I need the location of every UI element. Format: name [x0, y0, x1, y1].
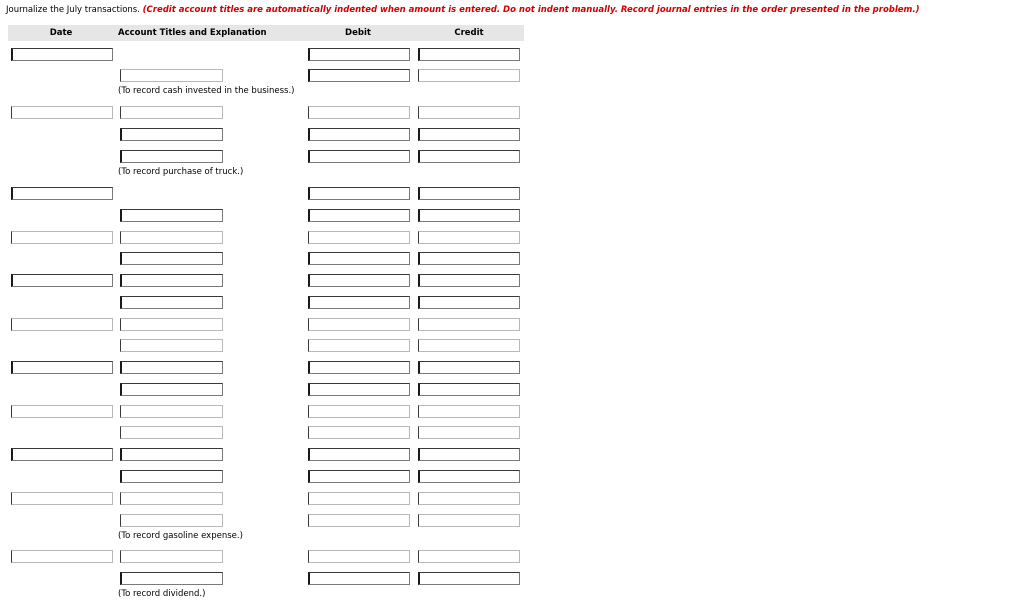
- account-title-input[interactable]: [120, 448, 223, 461]
- explanation-text: (To record purchase of truck.): [118, 167, 244, 177]
- credit-input[interactable]: [418, 383, 520, 396]
- credit-input[interactable]: [418, 128, 520, 141]
- debit-input[interactable]: [308, 550, 410, 563]
- credit-input[interactable]: [418, 48, 520, 61]
- date-input[interactable]: [11, 106, 113, 119]
- credit-input[interactable]: [418, 405, 520, 418]
- date-input[interactable]: [11, 492, 113, 505]
- debit-input[interactable]: [308, 252, 410, 265]
- credit-input[interactable]: [418, 448, 520, 461]
- debit-input[interactable]: [308, 128, 410, 141]
- debit-input[interactable]: [308, 361, 410, 374]
- date-input[interactable]: [11, 187, 113, 200]
- debit-input[interactable]: [308, 150, 410, 163]
- account-column-header: Account Titles and Explanation: [118, 28, 267, 38]
- credit-input[interactable]: [418, 361, 520, 374]
- debit-input[interactable]: [308, 187, 410, 200]
- account-title-input[interactable]: [120, 492, 223, 505]
- instructions: [6, 4, 920, 16]
- debit-column-header: Debit: [345, 28, 371, 38]
- credit-input[interactable]: [418, 252, 520, 265]
- credit-input[interactable]: [418, 470, 520, 483]
- date-input[interactable]: [11, 48, 113, 61]
- journal-header: [8, 25, 524, 41]
- debit-input[interactable]: [308, 492, 410, 505]
- debit-input[interactable]: [308, 339, 410, 352]
- date-column-header: Date: [49, 28, 73, 38]
- debit-input[interactable]: [308, 514, 410, 527]
- account-title-input[interactable]: [120, 128, 223, 141]
- credit-input[interactable]: [418, 231, 520, 244]
- explanation-text: (To record gasoline expense.): [118, 531, 243, 541]
- debit-input[interactable]: [308, 48, 410, 61]
- date-input[interactable]: [11, 274, 113, 287]
- date-input[interactable]: [11, 448, 113, 461]
- date-input[interactable]: [11, 550, 113, 563]
- date-input[interactable]: [11, 405, 113, 418]
- account-title-input[interactable]: [120, 150, 223, 163]
- account-title-input[interactable]: [120, 252, 223, 265]
- account-title-input[interactable]: [120, 572, 223, 585]
- credit-input[interactable]: [418, 274, 520, 287]
- debit-input[interactable]: [308, 274, 410, 287]
- credit-input[interactable]: [418, 339, 520, 352]
- account-title-input[interactable]: [120, 231, 223, 244]
- date-input[interactable]: [11, 318, 113, 331]
- date-input[interactable]: [11, 231, 113, 244]
- credit-input[interactable]: [418, 426, 520, 439]
- account-title-input[interactable]: [120, 106, 223, 119]
- explanation-text: (To record dividend.): [118, 589, 206, 599]
- account-title-input[interactable]: [120, 405, 223, 418]
- account-title-input[interactable]: [120, 69, 223, 82]
- account-title-input[interactable]: [120, 514, 223, 527]
- debit-input[interactable]: [308, 448, 410, 461]
- debit-input[interactable]: [308, 209, 410, 222]
- credit-input[interactable]: [418, 318, 520, 331]
- credit-input[interactable]: [418, 550, 520, 563]
- account-title-input[interactable]: [120, 296, 223, 309]
- account-title-input[interactable]: [120, 339, 223, 352]
- credit-input[interactable]: [418, 296, 520, 309]
- debit-input[interactable]: [308, 426, 410, 439]
- account-title-input[interactable]: [120, 426, 223, 439]
- debit-input[interactable]: [308, 106, 410, 119]
- debit-input[interactable]: [308, 470, 410, 483]
- debit-input[interactable]: [308, 231, 410, 244]
- credit-input[interactable]: [418, 106, 520, 119]
- instructions-emphasis: (Credit account titles are automatically indented when amount is entered. Do not indent manually. Record journal entries in the order presented in the problem.): [142, 5, 920, 15]
- credit-input[interactable]: [418, 187, 520, 200]
- date-input[interactable]: [11, 361, 113, 374]
- account-title-input[interactable]: [120, 470, 223, 483]
- credit-column-header: Credit: [454, 28, 484, 38]
- credit-input[interactable]: [418, 150, 520, 163]
- debit-input[interactable]: [308, 318, 410, 331]
- explanation-text: (To record cash invested in the business.): [118, 86, 295, 96]
- account-title-input[interactable]: [120, 550, 223, 563]
- account-title-input[interactable]: [120, 209, 223, 222]
- debit-input[interactable]: [308, 296, 410, 309]
- debit-input[interactable]: [308, 69, 410, 82]
- credit-input[interactable]: [418, 572, 520, 585]
- account-title-input[interactable]: [120, 274, 223, 287]
- account-title-input[interactable]: [120, 383, 223, 396]
- account-title-input[interactable]: [120, 361, 223, 374]
- debit-input[interactable]: [308, 383, 410, 396]
- credit-input[interactable]: [418, 514, 520, 527]
- credit-input[interactable]: [418, 69, 520, 82]
- credit-input[interactable]: [418, 492, 520, 505]
- credit-input[interactable]: [418, 209, 520, 222]
- account-title-input[interactable]: [120, 318, 223, 331]
- instructions-text: Journalize the July transactions.: [6, 5, 140, 15]
- debit-input[interactable]: [308, 572, 410, 585]
- debit-input[interactable]: [308, 405, 410, 418]
